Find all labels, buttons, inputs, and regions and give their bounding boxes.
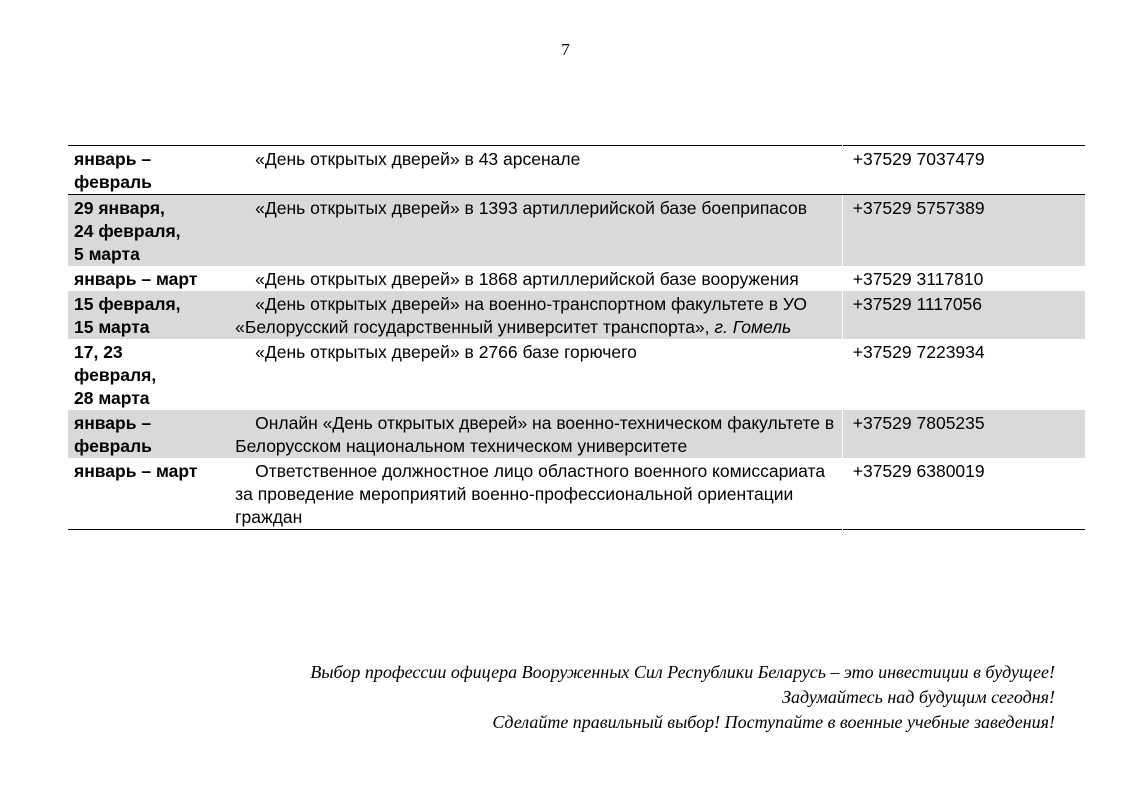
event-text: Онлайн «День открытых дверей» на военно-техническом факультете в Белорусском национальном техническом университете xyxy=(235,413,835,456)
table-row xyxy=(68,291,1085,339)
event-text: Ответственное должностное лицо областного военного комиссариата за проведение мероприятий военно-профессиональной ориентации граждан xyxy=(235,461,826,527)
table-row xyxy=(68,146,1085,195)
event-date: январь – февраль xyxy=(68,146,235,195)
event-date: январь – март xyxy=(74,269,198,289)
event-description xyxy=(235,146,842,195)
slogan-line-3: Сделайте правильный выбор! Поступайте в военные учебные заведения! xyxy=(492,712,1055,732)
contact-phone: +37529 5757389 xyxy=(842,195,1085,267)
table-row xyxy=(68,195,1085,267)
slogan-line-1: Выбор профессии офицера Вооруженных Сил Республики Беларусь – это инвестиции в будущее! xyxy=(310,662,1055,682)
contact-phone: +37529 7223934 xyxy=(842,339,1085,410)
event-text: «День открытых дверей» на военно-транспортном факультете в УО «Белорусский государственный университет транспорта», xyxy=(235,294,808,337)
event-description xyxy=(235,339,842,410)
table-row xyxy=(68,410,1085,458)
contact-phone: +37529 3117810 xyxy=(842,266,1085,291)
event-description xyxy=(235,291,842,339)
contact-phone: +37529 7037479 xyxy=(842,146,1085,195)
event-date: 15 февраля, 15 марта xyxy=(68,291,235,339)
table-row xyxy=(68,266,1085,291)
contact-phone: +37529 1117056 xyxy=(842,291,1085,339)
event-text: «День открытых дверей» в 1868 артиллерийской базе вооружения xyxy=(255,269,799,289)
event-description xyxy=(235,266,842,291)
table-row xyxy=(68,339,1085,410)
events-table-body xyxy=(68,146,1085,530)
table-row xyxy=(68,458,1085,530)
page-number: 7 xyxy=(561,40,570,59)
slogan-block xyxy=(310,660,1055,735)
event-text: «День открытых дверей» в 2766 базе горючего xyxy=(255,342,637,362)
event-text: «День открытых дверей» в 43 арсенале xyxy=(255,149,581,169)
event-description xyxy=(235,410,842,458)
event-date: 29 января, 24 февраля, 5 марта xyxy=(68,195,235,267)
event-date: январь – март xyxy=(74,461,198,481)
event-text: «День открытых дверей» в 1393 артиллерийской базе боеприпасов xyxy=(255,198,808,218)
contact-phone: +37529 6380019 xyxy=(842,458,1085,530)
event-description xyxy=(235,458,842,530)
contact-phone: +37529 7805235 xyxy=(842,410,1085,458)
slogan-line-2: Задумайтесь над будущим сегодня! xyxy=(782,687,1055,707)
event-date: январь – февраль xyxy=(68,410,235,458)
event-description xyxy=(235,195,842,267)
events-table xyxy=(68,145,1085,530)
event-place: г. Гомель xyxy=(714,317,792,337)
event-date: 17, 23 февраля, 28 марта xyxy=(74,342,157,408)
